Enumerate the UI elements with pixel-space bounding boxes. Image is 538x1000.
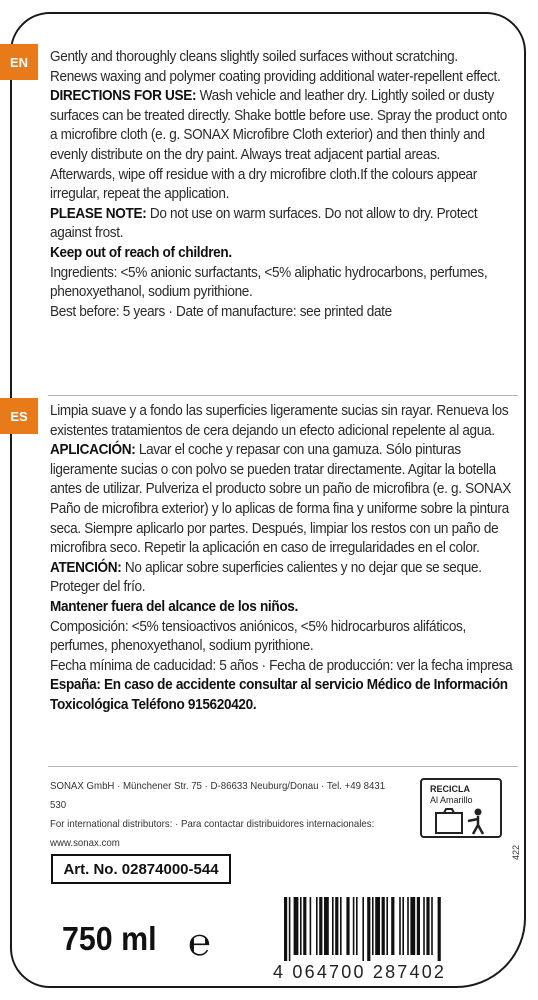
barcode-bar <box>417 897 420 955</box>
barcode-bar <box>382 897 385 955</box>
company-website: www.sonax.com <box>50 837 120 849</box>
barcode-bar <box>346 897 349 955</box>
recycle-badge <box>420 778 502 838</box>
section-divider <box>48 766 518 767</box>
barcode-bar <box>335 897 338 955</box>
section-divider <box>48 395 518 396</box>
barcode-bar <box>324 897 329 955</box>
spanish-section <box>50 402 524 716</box>
language-tab-es: ES <box>0 398 38 434</box>
barcode-bar <box>340 897 342 955</box>
barcode-bar <box>410 897 415 955</box>
company-distributors: For international distributors: · Para contactar distribuidores internacionales: <box>50 818 375 830</box>
barcode-bar <box>353 897 355 955</box>
company-info <box>50 777 400 853</box>
barcode <box>282 897 492 961</box>
estimated-sign-icon: ℮ <box>188 922 211 964</box>
barcode-bar <box>399 897 401 955</box>
barcode-bar <box>303 897 306 955</box>
barcode-bar <box>426 897 429 955</box>
volume-label: 750 ml <box>62 920 157 957</box>
barcode-bar <box>300 897 302 955</box>
es-attention-heading: ATENCIÓN: <box>50 559 122 576</box>
barcode-bar <box>431 897 433 955</box>
barcode-bar <box>316 897 318 955</box>
es-expiry: Fecha mínima de caducidad: 5 años · Fecha de producción: ver la fecha impresa <box>50 657 513 674</box>
barcode-bar <box>367 897 370 961</box>
en-best-before: Best before: 5 years · Date of manufacture: see printed date <box>50 303 392 320</box>
en-directions-heading: DIRECTIONS FOR USE: <box>50 88 197 105</box>
barcode-bar <box>294 897 299 955</box>
barcode-bar <box>372 897 374 955</box>
barcode-bar <box>386 897 388 955</box>
en-ingredients: Ingredients: <5% anionic surfactants, <5% aliphatic hydrocarbons, perfumes, phenoxyethanol, sodium pyrithione. <box>50 264 488 301</box>
barcode-bar <box>362 897 364 961</box>
en-note-heading: PLEASE NOTE: <box>50 205 147 222</box>
en-intro: Gently and thoroughly cleans slightly soiled surfaces without scratching. Renews waxing and polymer coating providing additional water-repellent effect. <box>50 49 501 85</box>
article-number: Art. No. 02874000-544 <box>51 854 231 884</box>
barcode-bar <box>402 897 404 955</box>
barcode-bar <box>319 897 322 955</box>
es-children-warning: Mantener fuera del alcance de los niños. <box>50 598 298 615</box>
barcode-bar <box>391 897 394 955</box>
barcode-bar <box>407 897 409 955</box>
es-composition: Composición: <5% tensioactivos aniónicos, <5% hidrocarburos alifáticos, perfumes, phenoxyethanol, sodium pyrithione. <box>50 618 466 655</box>
print-code: 422 <box>511 844 521 860</box>
recycle-subtitle: Al Amarillo <box>430 795 473 805</box>
es-application-text: Lavar el coche y repasar con una gamuza. Sólo pinturas ligeramente sucias o con polvo se pueden tratar directamente. Agitar la botella antes de utilizar. Pulveriza el producto sobre un paño de microfibra (e. g. SONAX Paño de microfibra exterior) y lo aplicas de forma fina y uniforme sobre la pintura seca. Siempre aplicarlo por partes. Después, limpiar los restos con un paño de microfibra seco. Repetir la aplicación en caso de irregularidades en el color. <box>50 442 511 557</box>
es-application-heading: APLICACIÓN: <box>50 442 136 459</box>
barcode-bar <box>438 897 441 961</box>
barcode-number: 4 064700 287402 <box>273 962 447 982</box>
en-directions-text: Wash vehicle and leather dry. Lightly soiled or dusty surfaces can be treated directly. Shake bottle before use. Spray the product onto a microfibre cloth (e. g. SONAX Microfibre Cloth exterior) and then thinly and evenly distribute on the dry paint. Always treat adjacent partial areas. Afterwards, wipe off residue with a dry microfibre cloth.If the colours appear irregular, repeat the application. <box>50 88 507 203</box>
es-emergency: España: En caso de accidente consultar al servicio Médico de Información Toxicológica Teléfono 915620420. <box>50 677 508 713</box>
english-section <box>50 48 508 322</box>
barcode-bar <box>310 897 312 955</box>
bin-disposal-icon <box>434 807 492 835</box>
recycle-title: RECICLA <box>430 784 470 794</box>
barcode-bar <box>289 897 291 961</box>
language-tab-en: EN <box>0 44 38 80</box>
barcode-bar <box>332 897 334 955</box>
barcode-bar <box>284 897 287 961</box>
en-children-warning: Keep out of reach of children. <box>50 244 232 261</box>
en-note-text: Do not use on warm surfaces. Do not allow to dry. Protect against frost. <box>50 205 478 242</box>
barcode-bar <box>375 897 380 955</box>
barcode-bar <box>356 897 358 955</box>
es-attention-text: No aplicar sobre superficies calientes y no dejar que se seque. Proteger del frío. <box>50 559 482 596</box>
company-address: SONAX GmbH · Münchener Str. 75 · D-86633 Neuburg/Donau · Tel. +49 8431 530 <box>50 780 386 811</box>
es-intro: Limpia suave y a fondo las superficies ligeramente sucias sin rayar. Renueva los existentes tratamientos de cera dejando un efecto adicional repelente al agua. <box>50 403 509 439</box>
barcode-bar <box>423 897 425 955</box>
